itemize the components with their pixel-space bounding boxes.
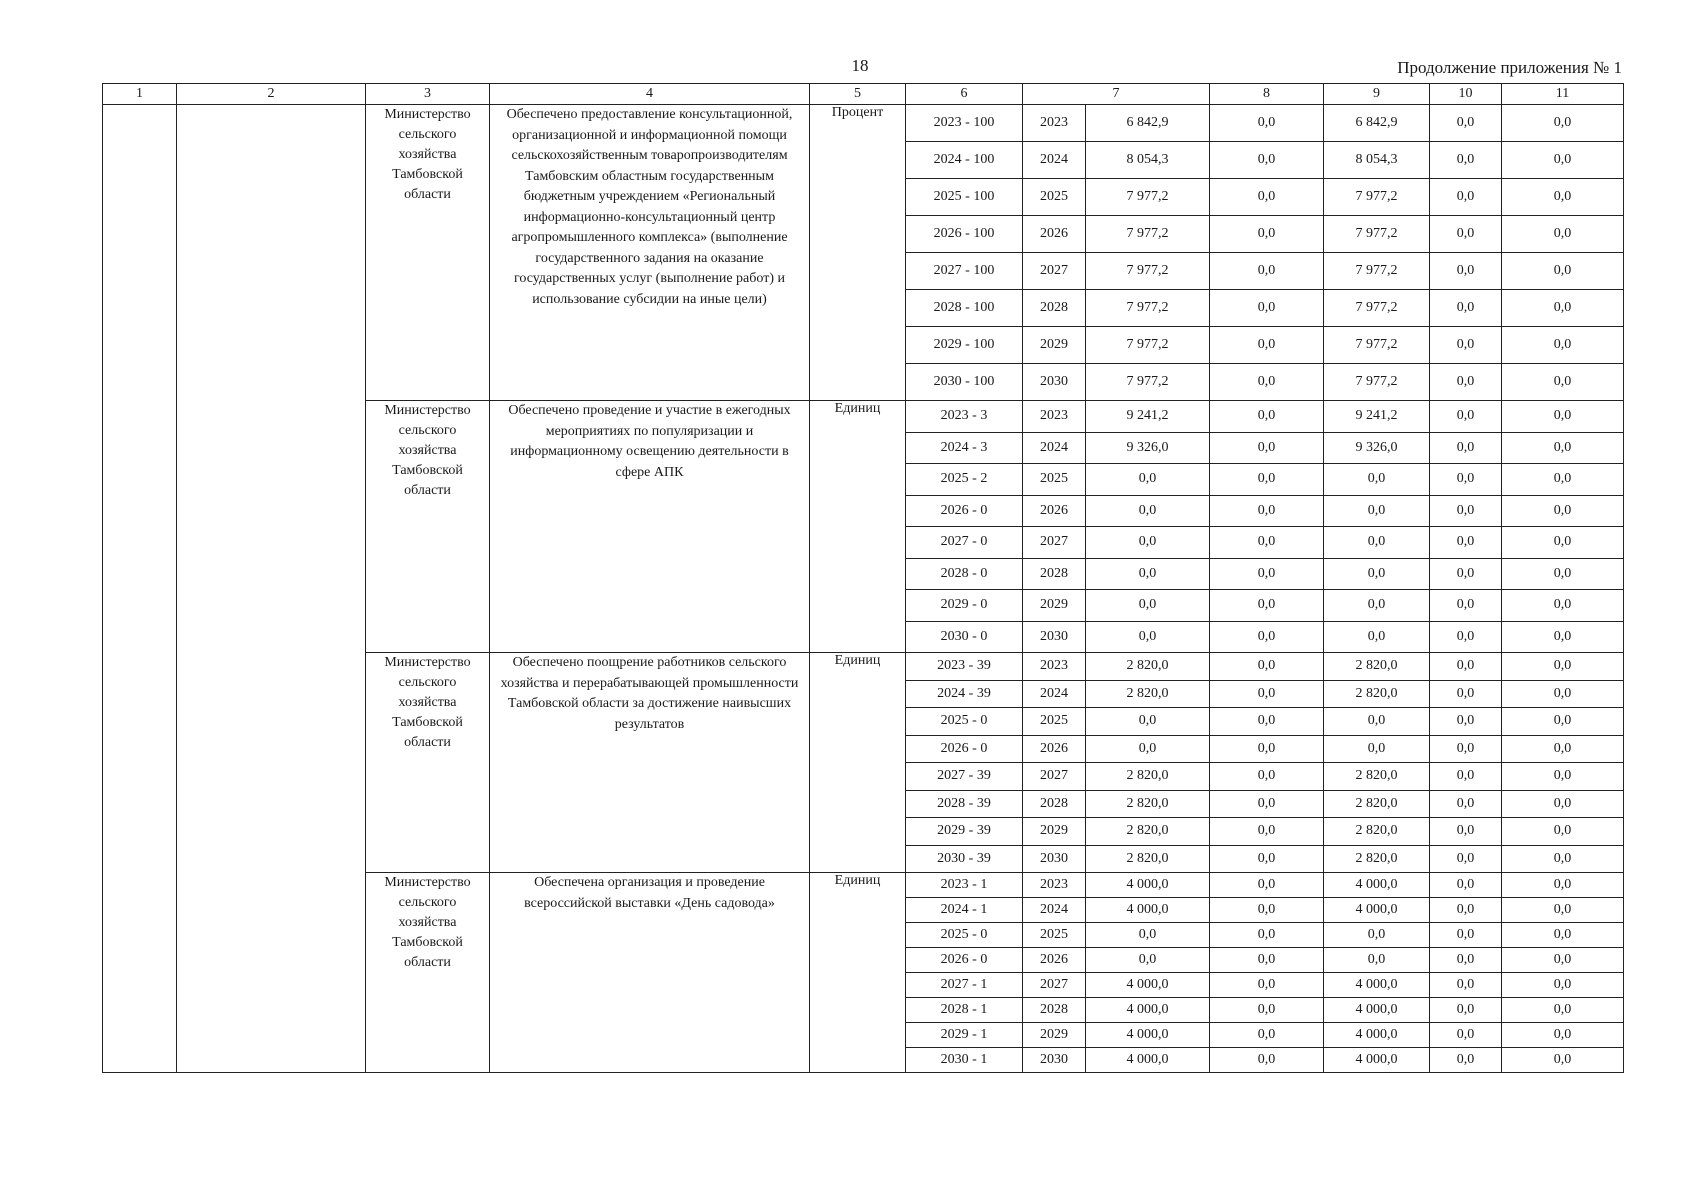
federal-budget: 0,0 xyxy=(1210,653,1324,681)
year-cell: 2025 xyxy=(1023,708,1086,736)
regional-budget: 4 000,0 xyxy=(1324,1048,1430,1073)
local-budget: 0,0 xyxy=(1430,290,1502,327)
extrabudgetary: 0,0 xyxy=(1502,845,1624,873)
federal-budget: 0,0 xyxy=(1210,818,1324,846)
total-amount: 0,0 xyxy=(1086,621,1210,653)
federal-budget: 0,0 xyxy=(1210,364,1324,401)
target-value: 2030 - 100 xyxy=(906,364,1023,401)
year-cell: 2028 xyxy=(1023,290,1086,327)
extrabudgetary: 0,0 xyxy=(1502,432,1624,464)
federal-budget: 0,0 xyxy=(1210,495,1324,527)
extrabudgetary: 0,0 xyxy=(1502,653,1624,681)
regional-budget: 0,0 xyxy=(1324,527,1430,559)
federal-budget: 0,0 xyxy=(1210,708,1324,736)
extrabudgetary: 0,0 xyxy=(1502,495,1624,527)
regional-budget: 2 820,0 xyxy=(1324,845,1430,873)
federal-budget: 0,0 xyxy=(1210,290,1324,327)
target-value: 2026 - 0 xyxy=(906,948,1023,973)
result-description: Обеспечено предоставление консультационной, организационной и информационной помощи сельскохозяйственным товаропроизводителям Тамбовским областным государственным бюджетным учреждением «Региональный информационно-консультационный центр агропромышленного комплекса» (выполнение государственного задания на оказание государственных услуг (выполнение работ) и использование субсидии на иные цели) xyxy=(490,105,810,401)
year-cell: 2030 xyxy=(1023,621,1086,653)
federal-budget: 0,0 xyxy=(1210,898,1324,923)
federal-budget: 0,0 xyxy=(1210,845,1324,873)
extrabudgetary: 0,0 xyxy=(1502,290,1624,327)
target-value: 2025 - 2 xyxy=(906,464,1023,496)
total-amount: 2 820,0 xyxy=(1086,818,1210,846)
extrabudgetary: 0,0 xyxy=(1502,464,1624,496)
extrabudgetary: 0,0 xyxy=(1502,364,1624,401)
extrabudgetary: 0,0 xyxy=(1502,708,1624,736)
extrabudgetary: 0,0 xyxy=(1502,923,1624,948)
result-description: Обеспечено поощрение работников сельского хозяйства и перерабатывающей промышленности Тамбовской области за достижение наивысших результатов xyxy=(490,653,810,873)
target-value: 2029 - 1 xyxy=(906,1023,1023,1048)
target-value: 2029 - 39 xyxy=(906,818,1023,846)
local-budget: 0,0 xyxy=(1430,327,1502,364)
extrabudgetary: 0,0 xyxy=(1502,253,1624,290)
column-2-cell xyxy=(177,105,366,1073)
col-header-10: 10 xyxy=(1430,84,1502,105)
regional-budget: 7 977,2 xyxy=(1324,364,1430,401)
regional-budget: 2 820,0 xyxy=(1324,790,1430,818)
federal-budget: 0,0 xyxy=(1210,142,1324,179)
responsible-ministry: Министерство сельского хозяйства Тамбовской области xyxy=(366,401,490,653)
federal-budget: 0,0 xyxy=(1210,216,1324,253)
target-value: 2023 - 39 xyxy=(906,653,1023,681)
target-value: 2026 - 0 xyxy=(906,735,1023,763)
total-amount: 7 977,2 xyxy=(1086,179,1210,216)
target-value: 2024 - 1 xyxy=(906,898,1023,923)
local-budget: 0,0 xyxy=(1430,948,1502,973)
regional-budget: 0,0 xyxy=(1324,923,1430,948)
target-value: 2028 - 1 xyxy=(906,998,1023,1023)
regional-budget: 8 054,3 xyxy=(1324,142,1430,179)
target-value: 2023 - 3 xyxy=(906,401,1023,433)
federal-budget: 0,0 xyxy=(1210,998,1324,1023)
local-budget: 0,0 xyxy=(1430,998,1502,1023)
year-cell: 2023 xyxy=(1023,873,1086,898)
unit-of-measure: Единиц xyxy=(810,401,906,653)
local-budget: 0,0 xyxy=(1430,179,1502,216)
regional-budget: 0,0 xyxy=(1324,708,1430,736)
target-value: 2028 - 0 xyxy=(906,558,1023,590)
local-budget: 0,0 xyxy=(1430,495,1502,527)
target-value: 2027 - 1 xyxy=(906,973,1023,998)
total-amount: 0,0 xyxy=(1086,558,1210,590)
target-value: 2028 - 39 xyxy=(906,790,1023,818)
extrabudgetary: 0,0 xyxy=(1502,327,1624,364)
responsible-ministry: Министерство сельского хозяйства Тамбовской области xyxy=(366,873,490,1073)
target-value: 2025 - 0 xyxy=(906,708,1023,736)
year-cell: 2027 xyxy=(1023,527,1086,559)
federal-budget: 0,0 xyxy=(1210,558,1324,590)
federal-budget: 0,0 xyxy=(1210,790,1324,818)
year-cell: 2026 xyxy=(1023,948,1086,973)
extrabudgetary: 0,0 xyxy=(1502,948,1624,973)
extrabudgetary: 0,0 xyxy=(1502,763,1624,791)
appendix-table xyxy=(102,83,1624,1073)
total-amount: 4 000,0 xyxy=(1086,898,1210,923)
regional-budget: 4 000,0 xyxy=(1324,1023,1430,1048)
target-value: 2026 - 0 xyxy=(906,495,1023,527)
extrabudgetary: 0,0 xyxy=(1502,1023,1624,1048)
total-amount: 4 000,0 xyxy=(1086,1048,1210,1073)
total-amount: 4 000,0 xyxy=(1086,973,1210,998)
total-amount: 0,0 xyxy=(1086,923,1210,948)
federal-budget: 0,0 xyxy=(1210,590,1324,622)
regional-budget: 0,0 xyxy=(1324,495,1430,527)
regional-budget: 4 000,0 xyxy=(1324,898,1430,923)
target-value: 2024 - 39 xyxy=(906,680,1023,708)
local-budget: 0,0 xyxy=(1430,845,1502,873)
federal-budget: 0,0 xyxy=(1210,1048,1324,1073)
federal-budget: 0,0 xyxy=(1210,464,1324,496)
table-body xyxy=(103,105,1624,1073)
federal-budget: 0,0 xyxy=(1210,1023,1324,1048)
local-budget: 0,0 xyxy=(1430,105,1502,142)
regional-budget: 2 820,0 xyxy=(1324,818,1430,846)
target-value: 2030 - 39 xyxy=(906,845,1023,873)
extrabudgetary: 0,0 xyxy=(1502,179,1624,216)
year-cell: 2027 xyxy=(1023,763,1086,791)
total-amount: 9 326,0 xyxy=(1086,432,1210,464)
col-header-11: 11 xyxy=(1502,84,1624,105)
federal-budget: 0,0 xyxy=(1210,680,1324,708)
total-amount: 0,0 xyxy=(1086,735,1210,763)
regional-budget: 7 977,2 xyxy=(1324,216,1430,253)
local-budget: 0,0 xyxy=(1430,142,1502,179)
extrabudgetary: 0,0 xyxy=(1502,735,1624,763)
target-value: 2027 - 39 xyxy=(906,763,1023,791)
target-value: 2030 - 1 xyxy=(906,1048,1023,1073)
federal-budget: 0,0 xyxy=(1210,621,1324,653)
year-cell: 2027 xyxy=(1023,973,1086,998)
total-amount: 0,0 xyxy=(1086,495,1210,527)
federal-budget: 0,0 xyxy=(1210,527,1324,559)
total-amount: 4 000,0 xyxy=(1086,1023,1210,1048)
local-budget: 0,0 xyxy=(1430,621,1502,653)
local-budget: 0,0 xyxy=(1430,1023,1502,1048)
extrabudgetary: 0,0 xyxy=(1502,898,1624,923)
col-header-4: 4 xyxy=(490,84,810,105)
extrabudgetary: 0,0 xyxy=(1502,142,1624,179)
local-budget: 0,0 xyxy=(1430,216,1502,253)
target-value: 2023 - 1 xyxy=(906,873,1023,898)
col-header-9: 9 xyxy=(1324,84,1430,105)
extrabudgetary: 0,0 xyxy=(1502,680,1624,708)
local-budget: 0,0 xyxy=(1430,253,1502,290)
total-amount: 0,0 xyxy=(1086,708,1210,736)
target-value: 2024 - 100 xyxy=(906,142,1023,179)
year-cell: 2030 xyxy=(1023,845,1086,873)
target-value: 2024 - 3 xyxy=(906,432,1023,464)
extrabudgetary: 0,0 xyxy=(1502,1048,1624,1073)
federal-budget: 0,0 xyxy=(1210,873,1324,898)
total-amount: 2 820,0 xyxy=(1086,790,1210,818)
page-number: 18 xyxy=(851,56,869,75)
regional-budget: 7 977,2 xyxy=(1324,327,1430,364)
local-budget: 0,0 xyxy=(1430,364,1502,401)
year-cell: 2025 xyxy=(1023,923,1086,948)
continuation-caption: Продолжение приложения № 1 xyxy=(1397,58,1622,77)
year-cell: 2026 xyxy=(1023,216,1086,253)
target-value: 2027 - 100 xyxy=(906,253,1023,290)
year-cell: 2028 xyxy=(1023,558,1086,590)
column-1-cell xyxy=(103,105,177,1073)
unit-of-measure: Процент xyxy=(810,105,906,401)
extrabudgetary: 0,0 xyxy=(1502,790,1624,818)
local-budget: 0,0 xyxy=(1430,590,1502,622)
result-description: Обеспечена организация и проведение всероссийской выставки «День садовода» xyxy=(490,873,810,1073)
target-value: 2027 - 0 xyxy=(906,527,1023,559)
target-value: 2025 - 100 xyxy=(906,179,1023,216)
year-cell: 2028 xyxy=(1023,998,1086,1023)
local-budget: 0,0 xyxy=(1430,735,1502,763)
local-budget: 0,0 xyxy=(1430,818,1502,846)
year-cell: 2029 xyxy=(1023,590,1086,622)
local-budget: 0,0 xyxy=(1430,790,1502,818)
local-budget: 0,0 xyxy=(1430,653,1502,681)
total-amount: 8 054,3 xyxy=(1086,142,1210,179)
col-header-7: 7 xyxy=(1023,84,1210,105)
local-budget: 0,0 xyxy=(1430,708,1502,736)
local-budget: 0,0 xyxy=(1430,973,1502,998)
federal-budget: 0,0 xyxy=(1210,948,1324,973)
year-cell: 2027 xyxy=(1023,253,1086,290)
regional-budget: 9 326,0 xyxy=(1324,432,1430,464)
year-cell: 2023 xyxy=(1023,653,1086,681)
federal-budget: 0,0 xyxy=(1210,432,1324,464)
regional-budget: 0,0 xyxy=(1324,735,1430,763)
year-cell: 2028 xyxy=(1023,790,1086,818)
responsible-ministry: Министерство сельского хозяйства Тамбовской области xyxy=(366,105,490,401)
target-value: 2025 - 0 xyxy=(906,923,1023,948)
federal-budget: 0,0 xyxy=(1210,923,1324,948)
total-amount: 7 977,2 xyxy=(1086,216,1210,253)
total-amount: 4 000,0 xyxy=(1086,998,1210,1023)
year-cell: 2023 xyxy=(1023,105,1086,142)
extrabudgetary: 0,0 xyxy=(1502,216,1624,253)
year-cell: 2029 xyxy=(1023,818,1086,846)
total-amount: 6 842,9 xyxy=(1086,105,1210,142)
federal-budget: 0,0 xyxy=(1210,973,1324,998)
year-cell: 2030 xyxy=(1023,1048,1086,1073)
regional-budget: 9 241,2 xyxy=(1324,401,1430,433)
responsible-ministry: Министерство сельского хозяйства Тамбовской области xyxy=(366,653,490,873)
year-cell: 2024 xyxy=(1023,432,1086,464)
extrabudgetary: 0,0 xyxy=(1502,401,1624,433)
federal-budget: 0,0 xyxy=(1210,327,1324,364)
target-value: 2026 - 100 xyxy=(906,216,1023,253)
regional-budget: 7 977,2 xyxy=(1324,179,1430,216)
federal-budget: 0,0 xyxy=(1210,401,1324,433)
local-budget: 0,0 xyxy=(1430,923,1502,948)
extrabudgetary: 0,0 xyxy=(1502,998,1624,1023)
regional-budget: 0,0 xyxy=(1324,621,1430,653)
total-amount: 2 820,0 xyxy=(1086,680,1210,708)
total-amount: 7 977,2 xyxy=(1086,253,1210,290)
total-amount: 2 820,0 xyxy=(1086,653,1210,681)
regional-budget: 4 000,0 xyxy=(1324,873,1430,898)
total-amount: 2 820,0 xyxy=(1086,845,1210,873)
total-amount: 9 241,2 xyxy=(1086,401,1210,433)
extrabudgetary: 0,0 xyxy=(1502,621,1624,653)
federal-budget: 0,0 xyxy=(1210,735,1324,763)
local-budget: 0,0 xyxy=(1430,680,1502,708)
total-amount: 2 820,0 xyxy=(1086,763,1210,791)
local-budget: 0,0 xyxy=(1430,432,1502,464)
year-cell: 2026 xyxy=(1023,495,1086,527)
year-cell: 2024 xyxy=(1023,680,1086,708)
col-header-3: 3 xyxy=(366,84,490,105)
extrabudgetary: 0,0 xyxy=(1502,973,1624,998)
local-budget: 0,0 xyxy=(1430,898,1502,923)
local-budget: 0,0 xyxy=(1430,464,1502,496)
year-cell: 2025 xyxy=(1023,179,1086,216)
year-cell: 2025 xyxy=(1023,464,1086,496)
total-amount: 4 000,0 xyxy=(1086,873,1210,898)
col-header-2: 2 xyxy=(177,84,366,105)
local-budget: 0,0 xyxy=(1430,873,1502,898)
total-amount: 7 977,2 xyxy=(1086,327,1210,364)
regional-budget: 0,0 xyxy=(1324,464,1430,496)
federal-budget: 0,0 xyxy=(1210,763,1324,791)
federal-budget: 0,0 xyxy=(1210,253,1324,290)
local-budget: 0,0 xyxy=(1430,763,1502,791)
year-cell: 2026 xyxy=(1023,735,1086,763)
year-cell: 2029 xyxy=(1023,327,1086,364)
regional-budget: 0,0 xyxy=(1324,558,1430,590)
regional-budget: 0,0 xyxy=(1324,590,1430,622)
extrabudgetary: 0,0 xyxy=(1502,590,1624,622)
year-cell: 2030 xyxy=(1023,364,1086,401)
extrabudgetary: 0,0 xyxy=(1502,818,1624,846)
year-cell: 2024 xyxy=(1023,142,1086,179)
regional-budget: 2 820,0 xyxy=(1324,763,1430,791)
total-amount: 0,0 xyxy=(1086,590,1210,622)
result-description: Обеспечено проведение и участие в ежегодных мероприятиях по популяризации и информационному освещению деятельности в сфере АПК xyxy=(490,401,810,653)
column-number-row xyxy=(103,84,1624,105)
total-amount: 7 977,2 xyxy=(1086,364,1210,401)
total-amount: 7 977,2 xyxy=(1086,290,1210,327)
regional-budget: 2 820,0 xyxy=(1324,653,1430,681)
target-value: 2023 - 100 xyxy=(906,105,1023,142)
target-value: 2028 - 100 xyxy=(906,290,1023,327)
year-cell: 2023 xyxy=(1023,401,1086,433)
local-budget: 0,0 xyxy=(1430,558,1502,590)
extrabudgetary: 0,0 xyxy=(1502,105,1624,142)
total-amount: 0,0 xyxy=(1086,464,1210,496)
federal-budget: 0,0 xyxy=(1210,105,1324,142)
table-row xyxy=(103,105,1624,142)
regional-budget: 4 000,0 xyxy=(1324,973,1430,998)
col-header-6: 6 xyxy=(906,84,1023,105)
target-value: 2029 - 0 xyxy=(906,590,1023,622)
total-amount: 0,0 xyxy=(1086,527,1210,559)
regional-budget: 7 977,2 xyxy=(1324,253,1430,290)
local-budget: 0,0 xyxy=(1430,527,1502,559)
year-cell: 2029 xyxy=(1023,1023,1086,1048)
extrabudgetary: 0,0 xyxy=(1502,873,1624,898)
regional-budget: 2 820,0 xyxy=(1324,680,1430,708)
regional-budget: 7 977,2 xyxy=(1324,290,1430,327)
federal-budget: 0,0 xyxy=(1210,179,1324,216)
regional-budget: 4 000,0 xyxy=(1324,998,1430,1023)
col-header-5: 5 xyxy=(810,84,906,105)
unit-of-measure: Единиц xyxy=(810,873,906,1073)
local-budget: 0,0 xyxy=(1430,1048,1502,1073)
target-value: 2030 - 0 xyxy=(906,621,1023,653)
local-budget: 0,0 xyxy=(1430,401,1502,433)
target-value: 2029 - 100 xyxy=(906,327,1023,364)
regional-budget: 6 842,9 xyxy=(1324,105,1430,142)
year-cell: 2024 xyxy=(1023,898,1086,923)
unit-of-measure: Единиц xyxy=(810,653,906,873)
total-amount: 0,0 xyxy=(1086,948,1210,973)
regional-budget: 0,0 xyxy=(1324,948,1430,973)
extrabudgetary: 0,0 xyxy=(1502,558,1624,590)
extrabudgetary: 0,0 xyxy=(1502,527,1624,559)
col-header-1: 1 xyxy=(103,84,177,105)
col-header-8: 8 xyxy=(1210,84,1324,105)
